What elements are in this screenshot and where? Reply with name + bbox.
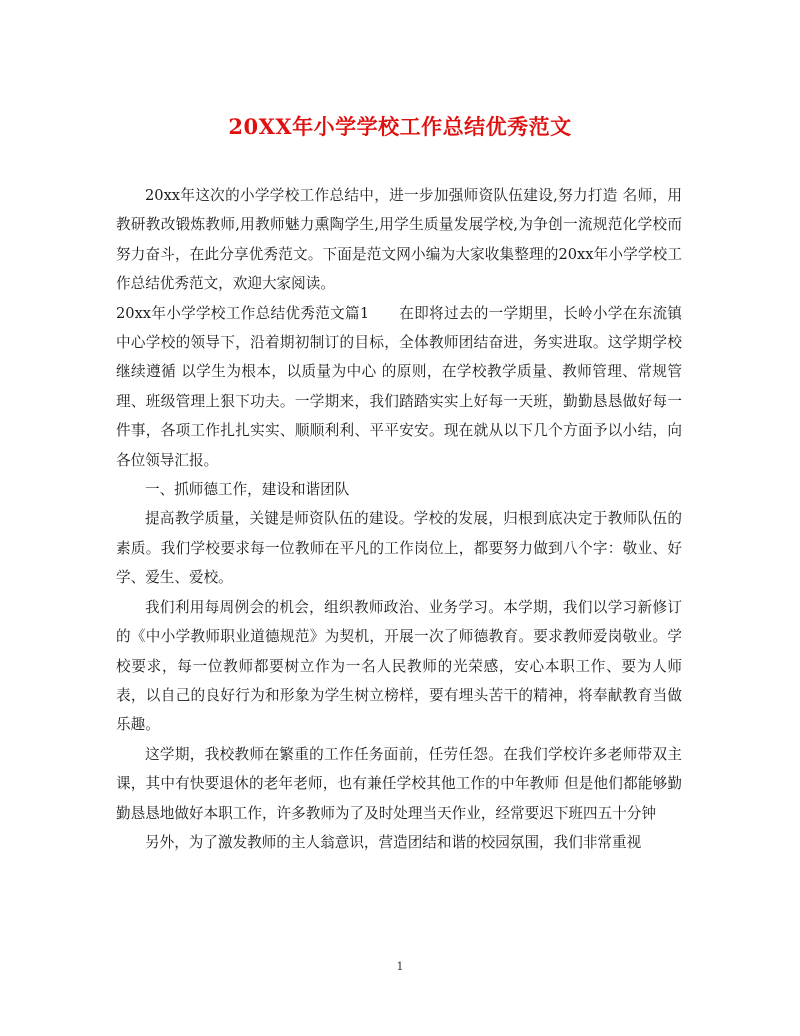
- page-number: 1: [396, 960, 404, 973]
- paragraph-section-1-opening: 20xx年小学学校工作总结优秀范文篇1 在即将过去的一学期里，长岭小学在东流镇中心学校的领导下，沿着期初制订的目标，全体教师团结奋进，务实进取。这学期学校继续遵循 以学生为根本，以质量为中心 的原则，在学校教学质量、教师管理、常规管理、班级管理上狠下功夫。一学期来，我们踏踏实实上好每一天班，勤勤恳恳做好每一件事，各项工作扎扎实实、顺顺利利、平平安安。现在就从以下几个方面予以小结，向各位领导汇报。: [116, 304, 682, 469]
- section-heading-teacher-ethics: 一、抓师德工作，建设和谐团队: [145, 481, 350, 499]
- document-title: 20XX年小学学校工作总结优秀范文: [228, 114, 572, 139]
- paragraph-intro: 20xx年这次的小学学校工作总结中，进一步加强师资队伍建设,努力打造 名师，用教研教改锻炼教师,用教师魅力熏陶学生,用学生质量发展学校,为争创一流规范化学校而努力奋斗，在此分享优秀范文。下面是范文网小编为大家收集整理的20xx年小学学校工作总结优秀范文，欢迎大家阅读。: [116, 187, 682, 293]
- paragraph-weekly-meetings: 我们利用每周例会的机会，组织教师政治、业务学习。本学期，我们以学习新修订的《中小学教师职业道德规范》为契机，开展一次了师德教育。要求教师爱岗敬业。学校要求，每一位教师都要树立作为一名人民教师的光荣感，安心本职工作、要为人师表，以自己的良好行为和形象为学生树立榜样，要有埋头苦干的精神，将奉献教育当做乐趣。: [116, 598, 682, 734]
- paragraph-teacher-workload: 这学期，我校教师在繁重的工作任务面前，任劳任怨。在我们学校许多老师带双主课，其中有快要退休的老年老师，也有兼任学校其他工作的中年教师 但是他们都能够勤勤恳恳地做好本职工作，许多教师为了及时处理当天作业，经常要迟下班四五十分钟: [116, 745, 682, 822]
- document-body: [116, 181, 682, 857]
- paragraph-teaching-quality: 提高教学质量，关键是师资队伍的建设。学校的发展，归根到底决定于教师队伍的素质。我们学校要求每一位教师在平凡的工作岗位上，都要努力做到八个字：敬业、好学、爱生、爱校。: [116, 510, 682, 587]
- paragraph-campus-atmosphere: 另外，为了激发教师的主人翁意识，营造团结和谐的校园氛围，我们非常重视: [145, 833, 642, 851]
